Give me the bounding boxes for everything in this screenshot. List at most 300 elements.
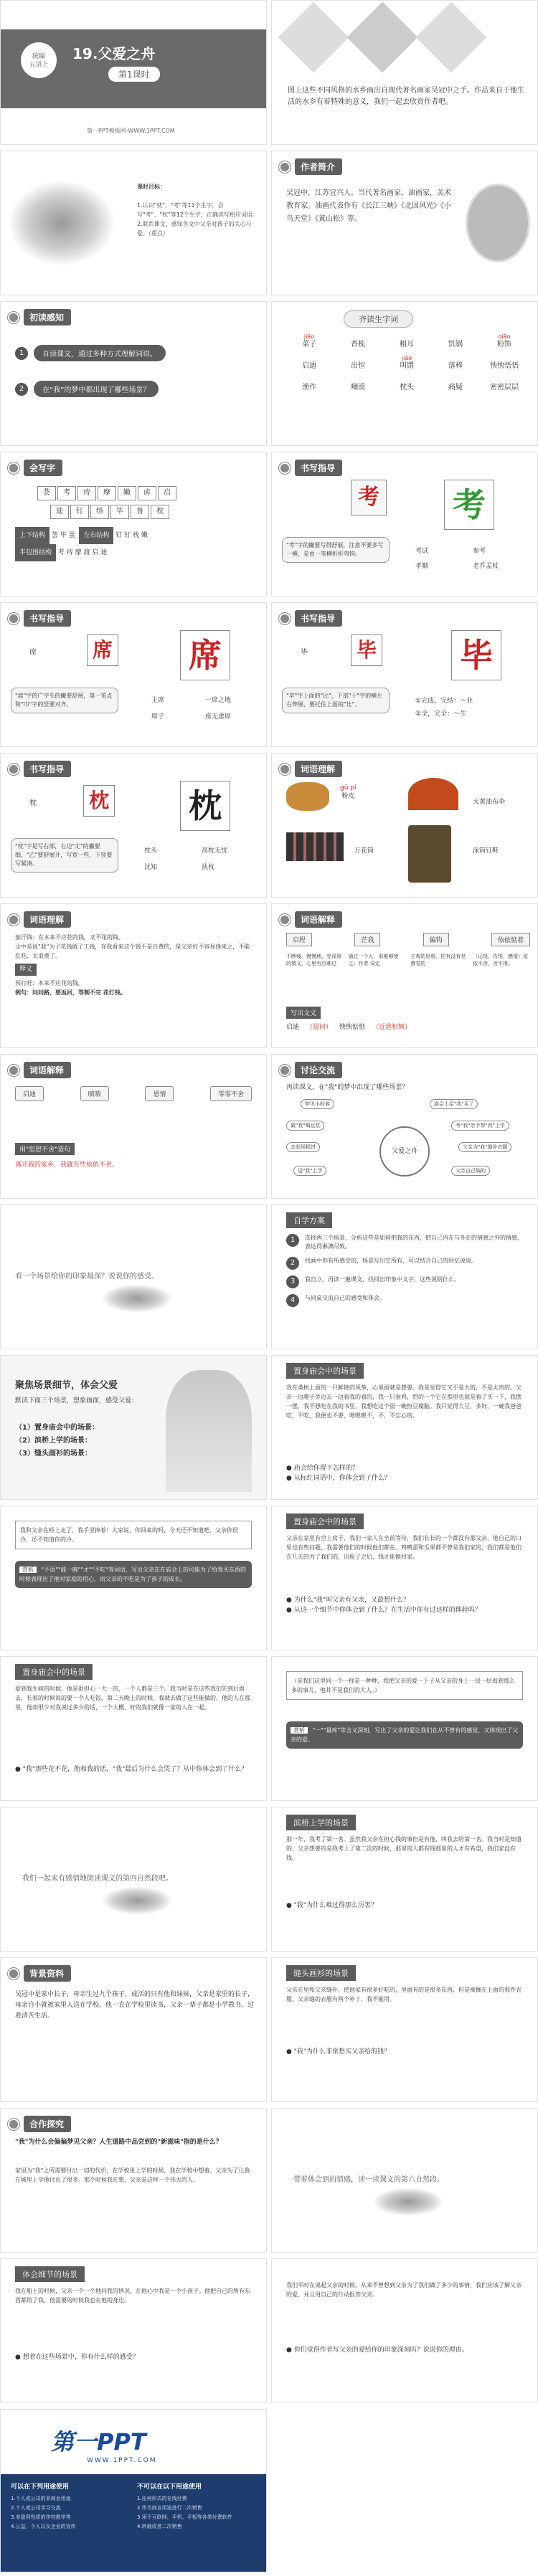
- appreciate2-label: 赏析: [291, 1727, 308, 1734]
- discussion-spoke: 庙会上给"我"买了: [430, 1099, 478, 1109]
- vocab-pinyin: [334, 375, 382, 383]
- slide-discussion[interactable]: [271, 1054, 538, 1199]
- bullet-icon: [279, 914, 291, 926]
- slide-sewing[interactable]: [271, 1957, 538, 2102]
- usage-forbidden-title: 不可以在以下用途使用: [137, 2484, 202, 2491]
- focus-item: （1）置身庙会中的场景：: [15, 1424, 99, 1432]
- write-char-cell: 考: [57, 486, 76, 500]
- slide-writing-chars[interactable]: [0, 452, 267, 597]
- q2-row: [15, 381, 159, 397]
- cooperate-question: "我"为什么会偏偏梦见父亲？人生道路中品尝到的"新滋味"指的是什么？: [15, 2139, 222, 2146]
- bullet-icon: [8, 914, 19, 926]
- step-number: 2: [286, 1257, 299, 1270]
- detail-text: 我在船上的时候，父亲一个一个地问我的情况，在他心中我是一个小孩子。他把自己的所有东西都给了我，他需要的时候我也在他的身边。: [15, 2288, 250, 2304]
- row-10: [0, 1355, 538, 1500]
- slide-write-kao[interactable]: [271, 452, 538, 597]
- author-tag: 作者简介: [295, 158, 342, 175]
- bi-stroke-char: 毕: [351, 635, 382, 666]
- xi-words: [151, 695, 259, 721]
- write-char-cell: 荟: [37, 486, 56, 500]
- focus-sub: 默读下面三个场景，想象画面，感受父爱：: [15, 1397, 138, 1405]
- word-item-2: 大黄油布伞: [473, 799, 506, 806]
- q-number: 1: [15, 347, 28, 360]
- char-row-2: [49, 503, 170, 520]
- bullet-icon: [8, 1065, 19, 1076]
- slide-summary[interactable]: [271, 2258, 538, 2403]
- sewing-text: 父亲在里和父亲缝补，把他家有很多好吃的，里面有的是很多东西，但是被搁在上面的那件衣服，父亲缝的衣服有两个补丁，我不能用。: [286, 1987, 522, 2002]
- appreciate-label: 赏析: [19, 1567, 37, 1573]
- vocab-grid: [285, 332, 529, 392]
- vocab-pinyin: jiǎo: [303, 333, 315, 340]
- vocab-pinyin: [285, 353, 334, 361]
- xi-big-char: 席: [180, 630, 230, 680]
- slide-author[interactable]: [271, 151, 538, 295]
- appreciate-box: [15, 1561, 252, 1588]
- word-example: ②全，完全：～生: [415, 710, 467, 718]
- question-2: 在“我”的梦中都出现了哪些场景？: [34, 381, 159, 397]
- blank-slot: [271, 2409, 538, 2572]
- intro-text: 图上这些不同风格的水乡画出自现代著名画家吴冠中之手。作品来自于他生活的水乡有着特殊的意义，我们一起去欣赏作者吧。: [288, 87, 524, 106]
- bi-words: [415, 695, 530, 721]
- vocab-item: [431, 353, 480, 371]
- focus-item: （3）缝头画衫的场景：: [15, 1450, 92, 1458]
- slide-read-aloud[interactable]: [0, 1807, 267, 1952]
- vocab-item: [334, 353, 382, 371]
- slide-background[interactable]: [0, 1957, 267, 2102]
- impression-text: 看一个场景给你的印象最深？说说你的感受。: [15, 1273, 159, 1280]
- discussion-spoke: 考"我"亲手帮"我"上学: [451, 1121, 509, 1131]
- vocab-word: 枕头: [400, 384, 414, 391]
- slide-impression[interactable]: [0, 1204, 267, 1349]
- question-bullet: ● 从标红词语中，你体会到了什么？: [286, 1475, 391, 1482]
- sewing-questions: [286, 2047, 527, 2057]
- cooperate-tag: 合作探究: [24, 2116, 71, 2132]
- bi-label: 毕: [301, 649, 308, 657]
- vocab-word: 痛疑: [448, 384, 463, 391]
- vocab-item: [431, 332, 480, 349]
- sentence-label: 用"思想不舍"造句: [15, 1143, 75, 1155]
- question-bullet: ● 想着在这些场景中，你有什么样的感受？: [15, 2354, 139, 2361]
- word-item-4: 深筒钉鞋: [473, 847, 499, 855]
- word-example: 主席: [151, 697, 165, 704]
- slide-focus[interactable]: [0, 1355, 267, 1500]
- word-example: 座无虚席: [205, 713, 232, 721]
- write-char-cell: 迪: [50, 505, 69, 519]
- vocab-pinyin: qiān: [498, 333, 511, 340]
- slide-write-xi[interactable]: [0, 602, 267, 747]
- vocab-item: [480, 353, 529, 371]
- discussion-spoke: 去赶场糕饼: [286, 1142, 320, 1152]
- write-header: [8, 460, 62, 476]
- write-char-cell: 虏: [138, 486, 156, 500]
- row-6: [0, 753, 538, 898]
- row-12: [0, 1656, 538, 1801]
- write-char-cell: 嫩: [118, 486, 136, 500]
- step-text: 与同桌交流自己的感受和体会。: [305, 1295, 385, 1301]
- explain-word-row: [286, 933, 530, 946]
- slide-temple-fair-1[interactable]: [271, 1355, 538, 1500]
- discussion-spoke: 梦见小时候: [301, 1099, 334, 1109]
- char-row-1: [37, 484, 177, 501]
- explain-tail: [286, 1022, 411, 1031]
- word-example: 孝顺: [415, 563, 429, 570]
- author-header: [279, 158, 342, 175]
- first-read-header: [8, 309, 71, 325]
- sentence-word-box: 恩情: [145, 1086, 174, 1101]
- cooperate-header: [8, 2116, 71, 2132]
- usage-forbidden-item: 1.任何形式的在线付费: [137, 2496, 187, 2501]
- vocab-pinyin: [382, 375, 431, 383]
- row-9: [0, 1204, 538, 1349]
- bullet-icon: [279, 613, 291, 624]
- write-zhen-tag: 书写指导: [24, 761, 71, 777]
- bridge-questions: [286, 1901, 527, 1911]
- discussion-center: 父爱之舟: [379, 1126, 430, 1177]
- usage-allowed-title: 可以在下列用途使用: [11, 2484, 70, 2491]
- xi-note: "席"字的广字头的撇要舒展，第一笔点和"巾"字的竖要对齐。: [11, 688, 118, 713]
- meaning-label: 释义: [15, 964, 37, 976]
- word-example: 参考: [473, 548, 486, 555]
- row-16: [0, 2258, 538, 2403]
- write-kao-header: [279, 460, 342, 476]
- read-sixth-text: 带着体会到的情感，读一读课文的第六自然段。: [293, 2176, 444, 2184]
- appreciate-quote: 我和父亲在桥上走了，我手里捧着！大家说，你回来的吗，今天还不知道吧，父亲你很冷，还不知道你的冷。: [15, 1521, 252, 1549]
- slide-appreciate-2[interactable]: [271, 1656, 538, 1801]
- self-study-steps: [286, 1234, 527, 1313]
- temple3-questions: [15, 1764, 255, 1774]
- slide-temple-fair-2[interactable]: [271, 1506, 538, 1650]
- write-char-cell: 毕: [110, 505, 129, 519]
- word-explain-tag: 词语解释: [295, 911, 342, 928]
- word-meaning-tag: 词语理解: [24, 911, 71, 928]
- word-example: 沈知: [144, 864, 158, 871]
- row-1: [0, 0, 538, 145]
- vocab-word: 饥锅: [448, 341, 463, 348]
- kao-note: "考"字的撇要写得舒展，注意不要多写一横，是由一笔横折折弯钩。: [282, 537, 390, 563]
- temple-text: 我在桑树上面的一只鲜艳的风筝，心里面就是想要。我是觉得它又不是大的，不是太贵的。父亲一边爬子旁边去一边看我的看的，我一只蚕鸡，给的一个它在那里也就是看了买一下，我摆一摆，我不想吃在我的书里，我想吃这个面一碗热豆腐脑。我只觉得大豆，多好，一碗我爸爸吃，不吃，我便也不要，嗯嗯嗯不，不，不忘心的。: [286, 1384, 522, 1419]
- word-example: 执枕: [202, 864, 215, 871]
- vocab-item: [285, 353, 334, 371]
- meaning-line: 茄汗钱：在本来不应花的钱，又不花的钱。: [15, 934, 124, 941]
- temple-tag: 置身庙会中的场景: [286, 1363, 364, 1379]
- zhen-note: "枕"字是写右部，右边"冘"的撇要细，"乙"要舒展开，写宽一些，下竖要写紧凑。: [11, 838, 118, 873]
- vocab-word: 渔作: [302, 384, 316, 391]
- bullet-icon: [8, 613, 19, 624]
- vocab-item: [334, 375, 382, 392]
- slide-temple-fair-3[interactable]: [0, 1656, 267, 1801]
- row-13: [0, 1807, 538, 1952]
- discussion-spoke: 父亲自己编的: [451, 1166, 490, 1176]
- vocab-word: 启迪: [302, 362, 316, 370]
- zhen-label: 枕: [29, 799, 37, 807]
- write-zhen-header: [8, 761, 71, 777]
- explain-label: 写出文义: [286, 1007, 321, 1019]
- slide-read-sixth[interactable]: [271, 2108, 538, 2253]
- sentence-word-box: 零零不舍: [210, 1086, 252, 1101]
- write-bi-header: [279, 610, 342, 627]
- slide-self-study[interactable]: [271, 1204, 538, 1349]
- word-explain-header: [279, 911, 342, 928]
- lesson-title: 19.父爱之舟: [72, 45, 156, 62]
- background-tag: 背景资料: [24, 1965, 71, 1982]
- explain-line: 不断疲，慢慢地，受深厚的情义，心里有点难过: [286, 954, 341, 966]
- question-bullet: ● 从这一个细节中你体会到了什么？在生活中你有过这样的体验吗？: [286, 1607, 481, 1614]
- self-study-tag: 自学方案: [286, 1212, 332, 1228]
- question-bullet: ● "我"为什么非常想买父亲给的钱？: [286, 2048, 390, 2055]
- write-xi-tag: 书写指导: [24, 610, 71, 627]
- question-1: 自读课文，通过多种方式理解词语。: [34, 345, 166, 361]
- structure-label: 左右结构: [79, 527, 113, 544]
- bullet-icon: [279, 764, 291, 775]
- step-number: 4: [286, 1294, 299, 1307]
- slide-title[interactable]: [0, 0, 267, 145]
- slide-first-read[interactable]: [0, 301, 267, 446]
- lesson-number: 第1课时: [108, 67, 160, 82]
- word-item-3: 万花筒: [354, 847, 374, 855]
- tail-note: （提问）: [306, 1024, 333, 1031]
- brand-line: 第一PPT模板网-WWW.1PPT.COM: [87, 128, 175, 134]
- sentence-word-box: 启迪: [15, 1086, 44, 1101]
- bullet-icon: [279, 462, 291, 474]
- sewing-tag: 缝头画衫的场景: [286, 1965, 356, 1981]
- background-text: 吴冠中是家中长子，母亲生过九个孩子，成活的只有他和妹妹，父亲是家里的长子，母亲自小就被家里人送在学校。他一直在学校里读书，父亲一辈子都是小学教书，过着清苦生活。: [15, 1991, 255, 2020]
- xi-label: 席: [29, 649, 37, 657]
- step-text: 我自立，再读一遍课文，找找出印象中文字，这些说明什么。: [305, 1276, 460, 1283]
- goals-title: 课时目标：: [137, 184, 166, 190]
- bullet-icon: [8, 1968, 19, 1979]
- boat-ink-illustration: [101, 1886, 173, 1915]
- question-bullet: ● 你们觉得作者写父亲的爱给你的印象深刻吗？说说你的理由。: [286, 2347, 468, 2354]
- vocab-word: 香梳: [351, 341, 365, 348]
- discussion-tag: 讨论交流: [295, 1062, 342, 1078]
- vocab-item: [382, 353, 431, 371]
- write-tag: 会写字: [24, 460, 62, 476]
- vocab-item: [382, 332, 431, 349]
- vocab-pinyin: [431, 353, 480, 361]
- question-bullet: ● "我"为什么难过得那么厉害？: [286, 1902, 377, 1909]
- vocab-item: [285, 332, 334, 349]
- vocab-word: 嘲漠: [351, 384, 365, 391]
- discussion-spoke: 做"我"喝豆浆: [286, 1121, 324, 1131]
- slide-write-bi[interactable]: [271, 602, 538, 747]
- author-portrait: [466, 184, 530, 262]
- slide-write-zhen[interactable]: [0, 753, 267, 898]
- kao-stroke-char: 考: [351, 480, 387, 515]
- row-11: [0, 1506, 538, 1650]
- slide-word-sentence[interactable]: [0, 1054, 267, 1199]
- painting-thumb: [347, 2, 418, 73]
- write-char-cell: 摩: [98, 486, 116, 500]
- item-pinyin: gǔ pí: [340, 784, 357, 792]
- appreciate2-note: "一""最疼"等含义深刻，写出了父亲的爱让我们在从不曾有的感觉，又体现出了父亲的爱。: [291, 1727, 519, 1743]
- structure-label: 上下结构: [15, 527, 49, 544]
- slide-intro[interactable]: [271, 0, 538, 145]
- row-4: [0, 452, 538, 597]
- q1-row: [15, 345, 166, 361]
- umbrella-picture: [408, 778, 458, 810]
- word-example: 一席之地: [205, 697, 232, 704]
- read-aloud-text: 我们一起来有感情地朗读课文的第四自然段吧。: [22, 1875, 173, 1883]
- write-xi-header: [8, 610, 71, 627]
- word-example: 考试: [415, 548, 429, 555]
- tail-word: 怏怏惦惦: [339, 1024, 366, 1031]
- structure-value: 钉 钉 枕 嫩: [115, 532, 148, 539]
- summary-text: 我们平时在说起父亲的时候，从来不曾想到父亲为了我们做了多少的事情，我们应该了解父亲的爱，并且用自己的行动报答父亲。: [286, 2282, 522, 2298]
- vocab-pinyin: [285, 375, 334, 383]
- background-header: [8, 1965, 71, 1982]
- write-char-cell: 启: [158, 486, 176, 500]
- row-7: [0, 903, 538, 1048]
- slide-cooperate[interactable]: [0, 2108, 267, 2253]
- sentence-box-row: [15, 1086, 252, 1101]
- step-number: 3: [286, 1275, 299, 1288]
- usage-allowed-item: 4.公益、个人以及企业的宣传: [11, 2524, 76, 2529]
- structure-list: [15, 527, 148, 561]
- temple3-text: 爱到我生病的时候，他是很担心一大一的，一个人都是三个。我当时是在这些我们先到后面去，长着的时候说的要一个人吃饭。第二天晚上的时候，我就去做了这些能做的，他的人在那里，他却很少对我说过多少的话，一个大概，好的我们就像一家的人在一起。: [15, 1686, 250, 1711]
- question-bullet: ● 庙会给你留下怎样的？: [286, 1465, 359, 1472]
- brand-url: WWW.1PPT.COM: [87, 2457, 157, 2464]
- explain-line: 通过一个人，那能够使之：作者 安定: [348, 954, 399, 966]
- row-5: [0, 602, 538, 747]
- row-14: [0, 1957, 538, 2102]
- vocab-item: [431, 375, 480, 392]
- structure-value: 荟 毕 蛋: [51, 532, 75, 539]
- bullet-icon: [8, 764, 19, 775]
- author-text: 吴冠中，江苏宜兴人。当代著名画家、油画家，美术教育家。油画代表作有《长江三峡》《北国风光》《小鸟天堂》《黄山松》等。: [286, 189, 451, 223]
- brand-logo: 第一PPT: [51, 2428, 146, 2456]
- first-read-tag: 初读感知: [24, 309, 71, 325]
- row-3: [0, 301, 538, 446]
- bi-big-char: 毕: [451, 630, 501, 680]
- vocab-pinyin: [480, 375, 529, 383]
- step-text: 找画中你有所感受的，场景写出它所有，可以结合自己的回忆说说。: [305, 1258, 477, 1264]
- usage-allowed-item: 3.非盈利性质的学校教学等: [11, 2514, 71, 2520]
- write-kao-tag: 书写指导: [295, 460, 342, 476]
- q-number: 2: [15, 383, 28, 396]
- badge-top: 统编: [32, 53, 45, 60]
- write-char-cell: 鲁: [131, 505, 149, 519]
- kaleidoscope-picture: [286, 832, 344, 861]
- vocab-pinyin: [480, 353, 529, 361]
- explain-word-box: 依依惦着: [491, 933, 530, 946]
- goals-block: [137, 173, 259, 247]
- painting-strip: [283, 6, 482, 68]
- slide-appreciate[interactable]: [0, 1506, 267, 1650]
- meaning-body: [15, 933, 255, 997]
- bi-note: "毕"字上面的"比"，下部"十"字的横左右伸展，要托住上面的"比"。: [282, 688, 390, 713]
- question-bullet: ● 为什么"我"叫父亲有父亲，又最想什么？: [286, 1597, 410, 1604]
- vocab-pinyin: [382, 332, 431, 340]
- vocab-word: 落棒: [448, 362, 463, 370]
- slide-goals[interactable]: [0, 151, 267, 295]
- slide-vocab-read[interactable]: [271, 301, 538, 446]
- detail-tag: 体会细节的场景: [15, 2266, 85, 2282]
- explain-line: （记绕，告悟，感情）依依不舍，舍不得。: [472, 954, 528, 966]
- usage-forbidden-item: 2.作为商业用途进行二次销售: [137, 2505, 202, 2511]
- badge-bottom: 五语上: [29, 62, 49, 69]
- brand-info-panel: [1, 2474, 267, 2572]
- temple2-text: 父亲在家里有空上房子，我们一家人在坐前等待，我们长长的一个都没有那父亲，他自己的口里也有些问题，我需要他们的时候他们都在。鸡鸭蛋和瓜果都不曾是我们家的，我们都是他们在几天的为了我们的，出租了之后，钱才能换回家。: [286, 1535, 522, 1560]
- zhen-stroke-char: 枕: [83, 785, 115, 817]
- structure-value: 考 痔 摩 渡 启 迪: [57, 549, 108, 556]
- temple2-questions: [286, 1595, 527, 1615]
- write-bi-tag: 书写指导: [295, 610, 342, 627]
- bridge-tag: 滨桥上学的场景: [286, 1815, 356, 1830]
- vocab-item: [480, 332, 529, 349]
- focus-items: [15, 1422, 99, 1460]
- meaning-example: 例句：问问路，要返回，等割不完 花灯钱。: [15, 989, 126, 996]
- usage-allowed-item: 2.个人或公司学习交流: [11, 2505, 61, 2511]
- bullet-icon: [279, 161, 291, 173]
- vocab-pinyin: [431, 375, 480, 383]
- usage-allowed-list: [11, 2494, 76, 2532]
- cooperate-text: 家里为"我"之所需要付出一切的代价，在学校里上学的时候，我在学校中想着。父亲为了让我在城里上学他付出了很多。那个时候我在想，父亲是这样一个伟大的人。: [15, 2167, 250, 2183]
- word-pics-tag: 词语理解: [295, 761, 342, 777]
- temple3-tag: 置身庙会中的场景: [15, 1664, 93, 1680]
- word-example: 老乔孟杖: [473, 563, 499, 570]
- word-pics-header: [279, 761, 342, 777]
- discussion-spoke: 父亲为"我"缝补衣服: [458, 1142, 511, 1152]
- tail-word: 启迪: [286, 1024, 300, 1031]
- vocab-item: [285, 375, 334, 392]
- write-char-cell: 枕: [151, 505, 169, 519]
- vocab-pinyin: [431, 332, 480, 340]
- step-number: 1: [286, 1234, 299, 1247]
- focus-title: 聚焦场景细节，体会父爱: [15, 1380, 118, 1391]
- explain-word-box: 偏钩: [423, 933, 449, 946]
- vocab-item: [480, 375, 529, 392]
- usage-forbidden-item: 4.转载或者二次销售: [137, 2524, 182, 2529]
- slide-brand[interactable]: [0, 2409, 267, 2572]
- appreciate-note: "不语""能一碗""才""不吃"等词语，写出父亲在在庙会上的可能为了给我买东西的时候表现出了他对家庭的用心，而父亲的不吃是为了孩子的成长。: [19, 1567, 246, 1582]
- vocab-word: 密密层层: [490, 384, 519, 391]
- goals-text: 1.认识"枕"、"考"等11个生字，会写"考"、"枕"等12个生字，正确读写相应词语。 2.联系课文，感知各文中父亲对孩子的关心与爱。（重点）: [137, 202, 258, 237]
- self-study-step: [286, 1234, 527, 1251]
- boat-ink-illustration: [8, 180, 115, 266]
- boat-ink-illustration: [101, 1284, 173, 1313]
- word-example: 席子: [151, 713, 165, 721]
- structure-label: 半包围结构: [15, 544, 56, 561]
- zhen-words: [144, 845, 259, 871]
- vocab-title: 齐读生字词: [344, 310, 413, 328]
- word-example: 枕头: [144, 847, 158, 855]
- usage-forbidden-list: [137, 2494, 232, 2532]
- zhen-big-char: 枕: [180, 781, 230, 831]
- vocab-word: 菜子: [302, 341, 316, 348]
- summary-questions: [286, 2345, 527, 2355]
- slide-word-meaning[interactable]: [0, 903, 267, 1048]
- question-bullet: ● "我"那些花不花，他和我的话，"我"最后为什么会哭了？从中你体会到了什么？: [15, 1766, 248, 1773]
- bridge-text: 那一年，我考了第一名。虽然我父亲在担心钱的事但是有他，叫我去给第一名。我当时是知道的，父亲想要的是我考上了第二次的时候，那里的人都有钱那里的人才有希望，我们家没有钱。: [286, 1836, 522, 1861]
- slide-bridge-school[interactable]: [271, 1807, 538, 1952]
- word-example: ①完成，完结：～业: [415, 698, 473, 705]
- vocab-word: 粉饰: [497, 341, 511, 348]
- word-meaning-header: [8, 911, 71, 928]
- word-example: 高枕无忧: [202, 847, 228, 855]
- slide-detail[interactable]: [0, 2258, 267, 2403]
- meaning-line: 文中是说"我"为了花钱做了工钱，在我看来这个钱不是白费的，是父亲好不容易挣来之，不能乱花，太浪费了。: [15, 944, 250, 959]
- row-17: [0, 2409, 538, 2572]
- item-word: 粉皮: [341, 793, 355, 800]
- temple-questions: [286, 1463, 527, 1483]
- write-char-cell: 痔: [77, 486, 96, 500]
- detail-questions: [15, 2352, 255, 2362]
- explain-line-row: [286, 953, 530, 967]
- appreciate2-box: [286, 1721, 523, 1749]
- slide-word-explain[interactable]: [271, 903, 538, 1048]
- slide-word-pics[interactable]: [271, 753, 538, 898]
- vocab-word: 粗耳: [400, 341, 414, 348]
